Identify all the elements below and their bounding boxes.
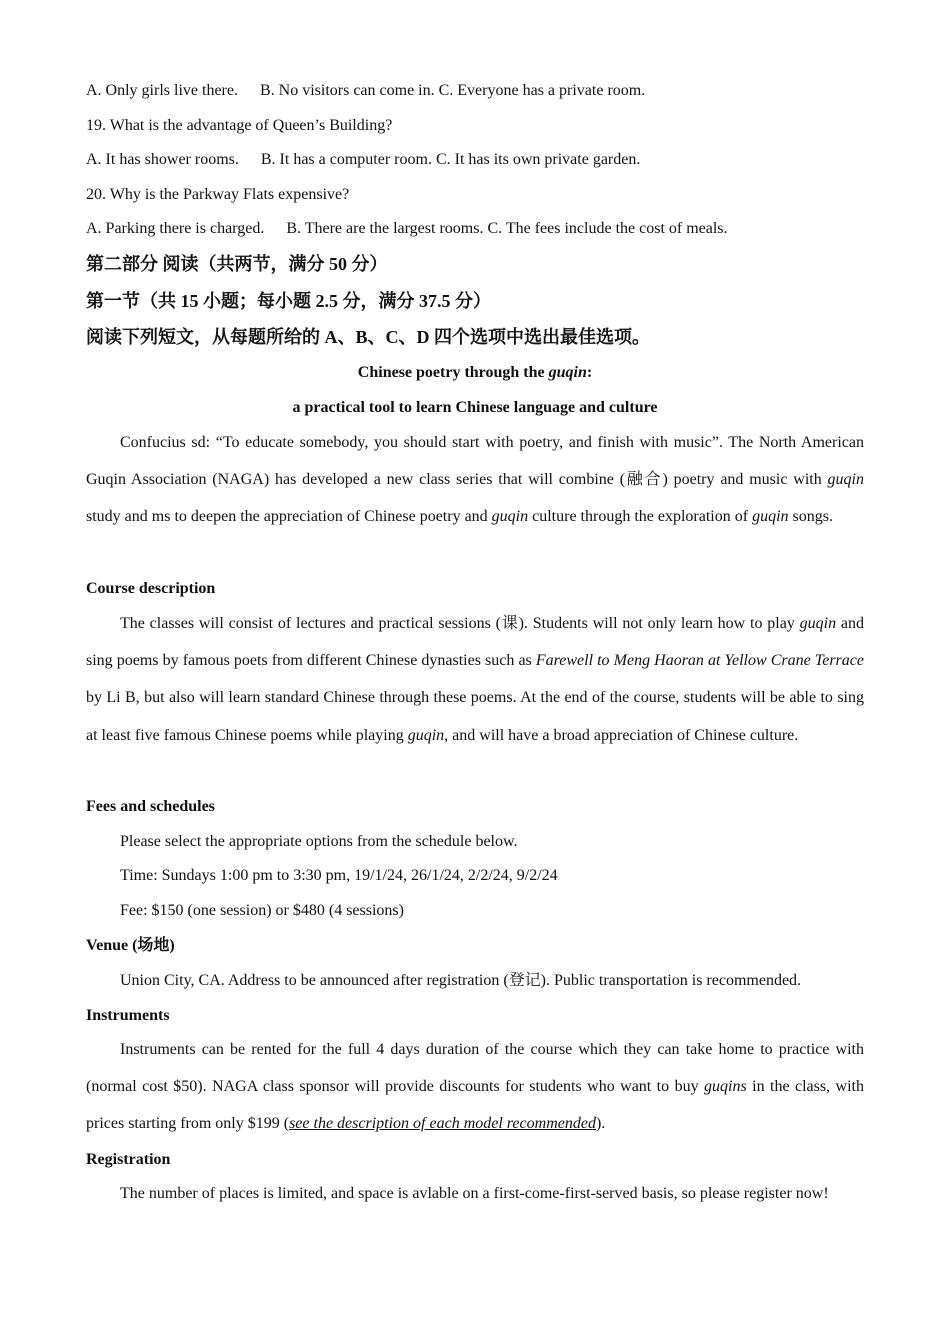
q19-option-b: B. It has a computer room. — [260, 151, 432, 168]
q20-option-a: A. Parking there is charged. — [86, 220, 265, 237]
fees-line-3: Fee: $150 (one session) or $480 (4 sessions) — [120, 902, 404, 919]
intro-text-1: Confucius sd: “To educate somebody, you should start with poetry, and finish with music”. The North American Guqin Association (NAGA) has developed a new class series that will combine (融合) poetry and music with — [86, 434, 864, 489]
registration-heading: Registration — [86, 1151, 171, 1168]
course-em-2: Farewell to Meng Haoran at Yellow Crane Terrace — [535, 652, 864, 670]
q19-option-a: A. It has shower rooms. — [86, 151, 239, 168]
q20-option-b: B. There are the largest rooms. — [286, 220, 484, 237]
course-text-2: and sing poems by famous poets from different Chinese dynasties such as — [86, 615, 865, 670]
fees-line-1: Please select the appropriate options from the schedule below. — [120, 833, 518, 850]
intro-em-3: guqin — [752, 508, 789, 526]
instruments-heading: Instruments — [86, 1007, 170, 1024]
course-text-4: , and will have a broad appreciation of Chinese culture. — [444, 726, 799, 744]
q18-option-b: B. No visitors can come in. — [259, 82, 435, 99]
q18-option-c: C. Everyone has a private room. — [438, 82, 646, 99]
instruments-text-3: ). — [595, 1115, 606, 1133]
model-description-link[interactable]: see the description of each model recommended — [289, 1115, 596, 1133]
course-paragraph — [86, 605, 864, 754]
course-text-3: by Li B, but also will learn standard Chinese through these poems. At the end of the course, students will be able to sing at least five famous Chinese poems while playing — [86, 689, 864, 744]
q19-option-c: C. It has its own private garden. — [435, 151, 641, 168]
venue-text: Union City, CA. Address to be announced after registration (登记). Public transportation is recommended. — [120, 972, 802, 989]
fees-line-2: Time: Sundays 1:00 pm to 3:30 pm, 19/1/24, 26/1/24, 2/2/24, 9/2/24 — [120, 867, 558, 884]
article-title-text: Chinese poetry through the — [357, 364, 549, 381]
intro-em-2: guqin — [491, 508, 529, 526]
course-text-1: The classes will consist of lectures and practical sessions (课). Students will not only learn how to play — [120, 615, 800, 632]
reading-instruction: 阅读下列短文，从每题所给的 A、B、C、D 四个选项中选出最佳选项。 — [86, 327, 650, 347]
article-subtitle: a practical tool to learn Chinese language and culture — [292, 399, 658, 416]
q19-options — [86, 150, 640, 170]
intro-text-4: songs. — [788, 508, 833, 526]
venue-heading: Venue (场地) — [86, 937, 175, 954]
q20-question: 20. Why is the Parkway Flats expensive? — [86, 186, 350, 203]
part2-heading: 第二部分 阅读（共两节，满分 50 分） — [86, 254, 388, 274]
q18-options — [86, 81, 645, 101]
intro-text-3: culture through the exploration of — [528, 508, 753, 526]
q20-option-c: C. The fees include the cost of meals. — [487, 220, 728, 237]
instruments-em-1: guqins — [704, 1078, 747, 1096]
course-em-3: guqin — [407, 726, 445, 744]
section1-heading: 第一节（共 15 小题；每小题 2.5 分，满分 37.5 分） — [86, 291, 491, 311]
instruments-paragraph — [86, 1031, 864, 1143]
q19-question: 19. What is the advantage of Queen’s Building? — [86, 117, 393, 134]
intro-paragraph — [86, 424, 864, 536]
article-title-em: guqin — [548, 364, 587, 381]
intro-em-1: guqin — [827, 471, 864, 489]
instruments-text-2: in the class, with prices starting from only $199 ( — [86, 1078, 864, 1133]
q20-options — [86, 219, 728, 239]
registration-text: The number of places is limited, and space is avlable on a first-come-first-served basis, so please register now! — [120, 1185, 829, 1202]
article-title-colon: : — [586, 364, 593, 381]
fees-heading: Fees and schedules — [86, 798, 215, 815]
intro-text-2: study and ms to deepen the appreciation of Chinese poetry and — [86, 508, 492, 526]
instruments-text-1: Instruments can be rented for the full 4 days duration of the course which they can take home to practice with (normal cost $50). NAGA class sponsor will provide discounts for students who want to buy — [86, 1041, 864, 1096]
article-title — [86, 363, 864, 383]
course-em-1: guqin — [799, 615, 837, 632]
q18-option-a: A. Only girls live there. — [86, 82, 238, 99]
course-heading: Course description — [86, 580, 216, 597]
